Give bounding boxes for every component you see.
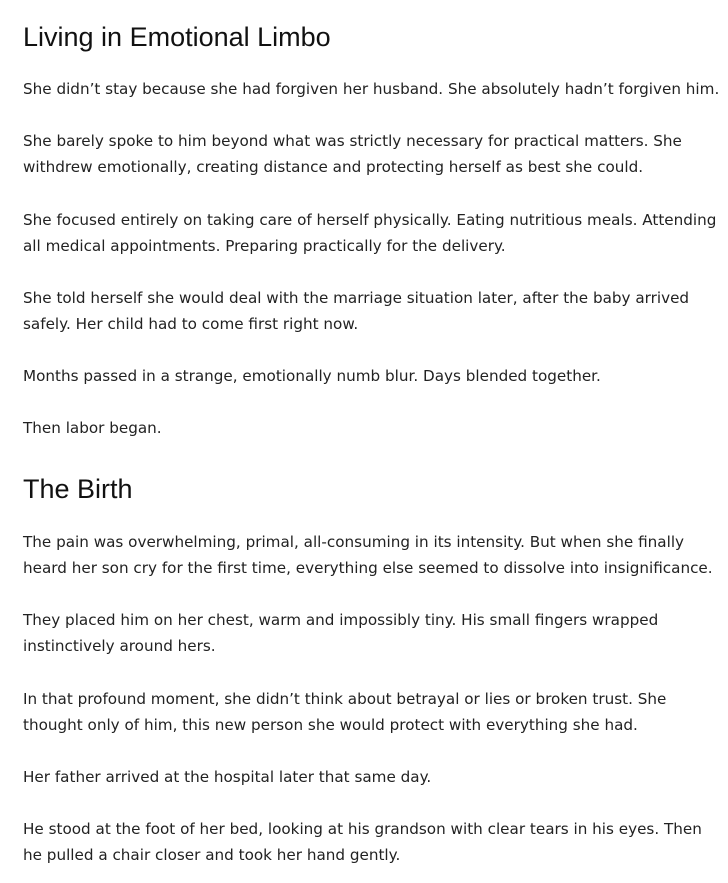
section-heading-the-birth: The Birth — [23, 474, 133, 504]
section-heading-living-in-emotional-limbo: Living in Emotional Limbo — [23, 22, 331, 52]
paragraph: She barely spoke to him beyond what was strictly necessary for practical matters. She withdrew emotionally, creating distance and protecting herself as best she could. — [23, 132, 682, 176]
paragraph: They placed him on her chest, warm and impossibly tiny. His small fingers wrapped instinctively around hers. — [23, 611, 659, 655]
paragraph: She told herself she would deal with the marriage situation later, after the baby arrived safely. Her child had to come first right now. — [23, 289, 690, 333]
paragraph: She didn’t stay because she had forgiven her husband. She absolutely hadn’t forgiven him. — [23, 80, 720, 98]
paragraph: He stood at the foot of her bed, looking at his grandson with clear tears in his eyes. Then he pulled a chair closer and took her hand gently. — [23, 820, 702, 864]
paragraph: Months passed in a strange, emotionally numb blur. Days blended together. — [23, 367, 601, 385]
paragraph: The pain was overwhelming, primal, all-consuming in its intensity. But when she finally heard her son cry for the first time, everything else seemed to dissolve into insignificance. — [23, 533, 713, 577]
paragraph: She focused entirely on taking care of herself physically. Eating nutritious meals. Attending all medical appointments. Preparing practically for the delivery. — [23, 211, 717, 255]
paragraph: In that profound moment, she didn’t think about betrayal or lies or broken trust. She thought only of him, this new person she would protect with everything she had. — [23, 690, 667, 734]
paragraph: Then labor began. — [23, 419, 162, 437]
paragraph: Her father arrived at the hospital later that same day. — [23, 768, 432, 786]
